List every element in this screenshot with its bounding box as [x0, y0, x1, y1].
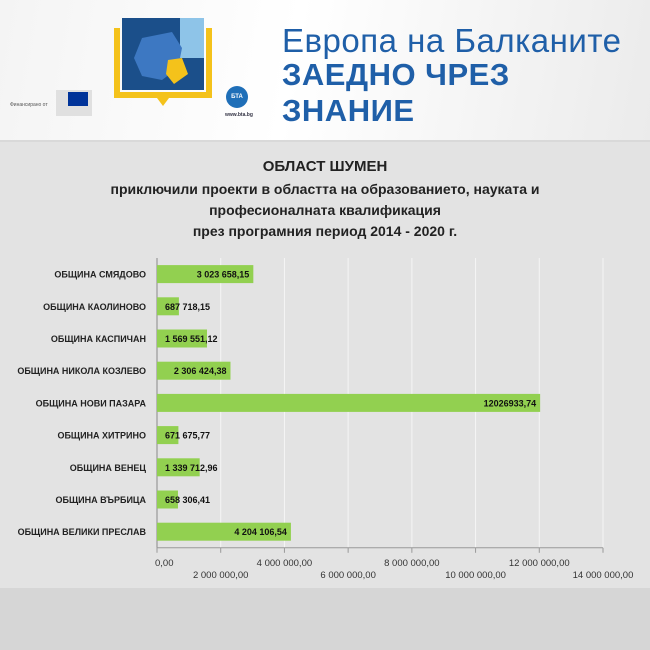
x-tick-label: 4 000 000,00 [256, 557, 313, 569]
header-banner [0, 0, 650, 140]
data-label: 1 339 712,96 [165, 462, 218, 473]
x-tick-label: 2 000 000,00 [192, 569, 249, 581]
chart-subtitle-1: приключили проекти в областта на образованието, науката и [110, 181, 540, 197]
x-tick-label: 14 000 000,00 [572, 569, 634, 581]
banner-title: Европа на Балканите [282, 22, 622, 59]
x-tick-label: 12 000 000,00 [508, 557, 570, 569]
bar-chart [0, 142, 650, 588]
bta-logo: БТА [226, 86, 248, 108]
banner-subtitle: ЗАЕДНО ЧРЕЗ ЗНАНИЕ [282, 57, 510, 128]
data-label: 3 023 658,15 [196, 269, 250, 280]
funded-by-text: Финансирано от [10, 102, 48, 108]
chart-subtitle-2: професионалната квалификация [209, 202, 441, 218]
chart-subtitle-3: през програмния период 2014 - 2020 г. [192, 223, 458, 239]
data-label: 2 306 424,38 [173, 366, 227, 377]
category-label: ОБЩИНА ВЕЛИКИ ПРЕСЛАВ [17, 527, 146, 538]
x-tick-label: 0,00 [155, 557, 174, 569]
category-label: ОБЩИНА ВЪРБИЦА [55, 495, 146, 505]
bottom-area [0, 588, 650, 650]
x-tick-label: 6 000 000,00 [320, 569, 376, 581]
europe-book-logo [112, 18, 214, 106]
category-label: ОБЩИНА НОВИ ПАЗАРА [35, 398, 146, 409]
data-label: 1 569 551,12 [165, 334, 218, 344]
data-label: 671 675,77 [165, 430, 211, 441]
x-tick-label: 8 000 000,00 [384, 557, 440, 569]
category-label: ОБЩИНА КАОЛИНОВО [43, 301, 146, 312]
category-label: ОБЩИНА НИКОЛА КОЗЛЕВО [17, 366, 146, 377]
chart-panel [0, 142, 650, 588]
category-label: ОБЩИНА СМЯДОВО [54, 269, 146, 280]
category-label: ОБЩИНА ВЕНЕЦ [69, 462, 146, 473]
eu-flag-icon [68, 92, 88, 106]
bta-url: www.bta.bg [225, 112, 253, 118]
data-label: 12026933,74 [483, 398, 537, 409]
category-label: ОБЩИНА ХИТРИНО [57, 430, 146, 441]
data-label: 4 204 106,54 [234, 527, 287, 538]
x-tick-label: 10 000 000,00 [445, 569, 506, 581]
chart-title: ОБЛАСТ ШУМЕН [262, 158, 388, 175]
category-label: ОБЩИНА КАСПИЧАН [50, 334, 146, 344]
data-label: 687 718,15 [165, 301, 211, 312]
data-label: 658 306,41 [165, 495, 211, 505]
